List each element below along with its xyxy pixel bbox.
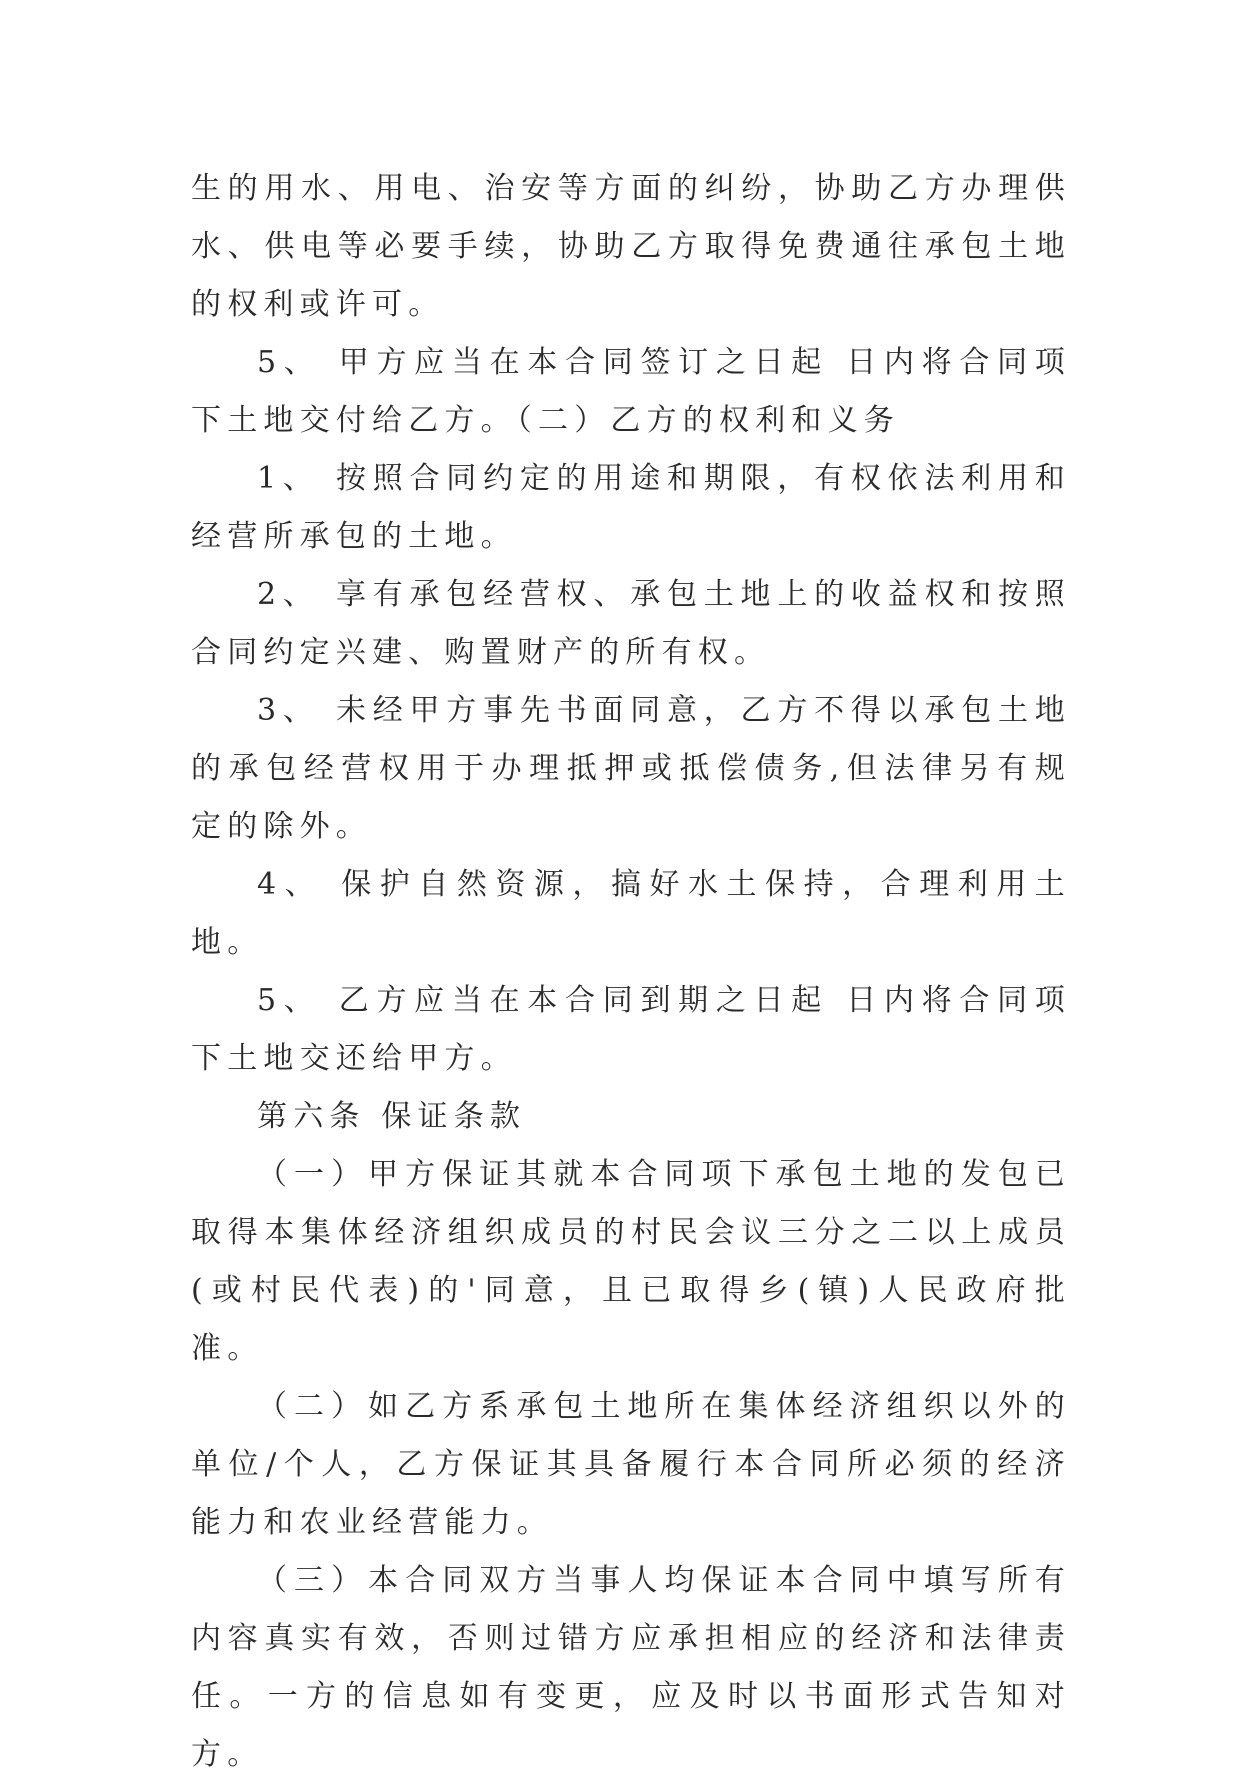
- section-heading-article-6: 第六条 保证条款: [257, 1099, 527, 1134]
- document-body: [191, 160, 1071, 1784]
- paragraph-item-2-party-b: 2、 享有承包经营权、承包土地上的收益权和按照合同约定兴建、购置财产的所有权。: [191, 577, 1071, 670]
- paragraph-guarantee-2: （二）如乙方系承包土地所在集体经济组织以外的单位/个人，乙方保证其具备履行本合同所必须的经济能力和农业经营能力。: [191, 1389, 1071, 1540]
- paragraph-item-4-party-b: 4、 保护自然资源，搞好水土保持，合理利用土地。: [191, 867, 1071, 960]
- paragraph-item-5-party-a: 5、 甲方应当在本合同签订之日起 日内将合同项下土地交付给乙方。（二）乙方的权利和义务: [191, 345, 1071, 438]
- paragraph-item-3-party-b: 3、 未经甲方事先书面同意，乙方不得以承包土地的承包经营权用于办理抵押或抵偿债务,但法律另有规定的除外。: [191, 693, 1071, 844]
- paragraph-continuation: 生的用水、用电、治安等方面的纠纷，协助乙方办理供水、供电等必要手续，协助乙方取得免费通往承包土地的权利或许可。: [191, 171, 1071, 322]
- paragraph-item-5-party-b: 5、 乙方应当在本合同到期之日起 日内将合同项下土地交还给甲方。: [191, 983, 1071, 1076]
- paragraph-guarantee-1: （一）甲方保证其就本合同项下承包土地的发包已取得本集体经济组织成员的村民会议三分之二以上成员(或村民代表)的'同意，且已取得乡(镇)人民政府批准。: [191, 1157, 1071, 1366]
- paragraph-item-1-party-b: 1、 按照合同约定的用途和期限，有权依法利用和经营所承包的土地。: [191, 461, 1071, 554]
- paragraph-guarantee-3: （三）本合同双方当事人均保证本合同中填写所有内容真实有效，否则过错方应承担相应的经济和法律责任。一方的信息如有变更，应及时以书面形式告知对方。: [191, 1563, 1071, 1772]
